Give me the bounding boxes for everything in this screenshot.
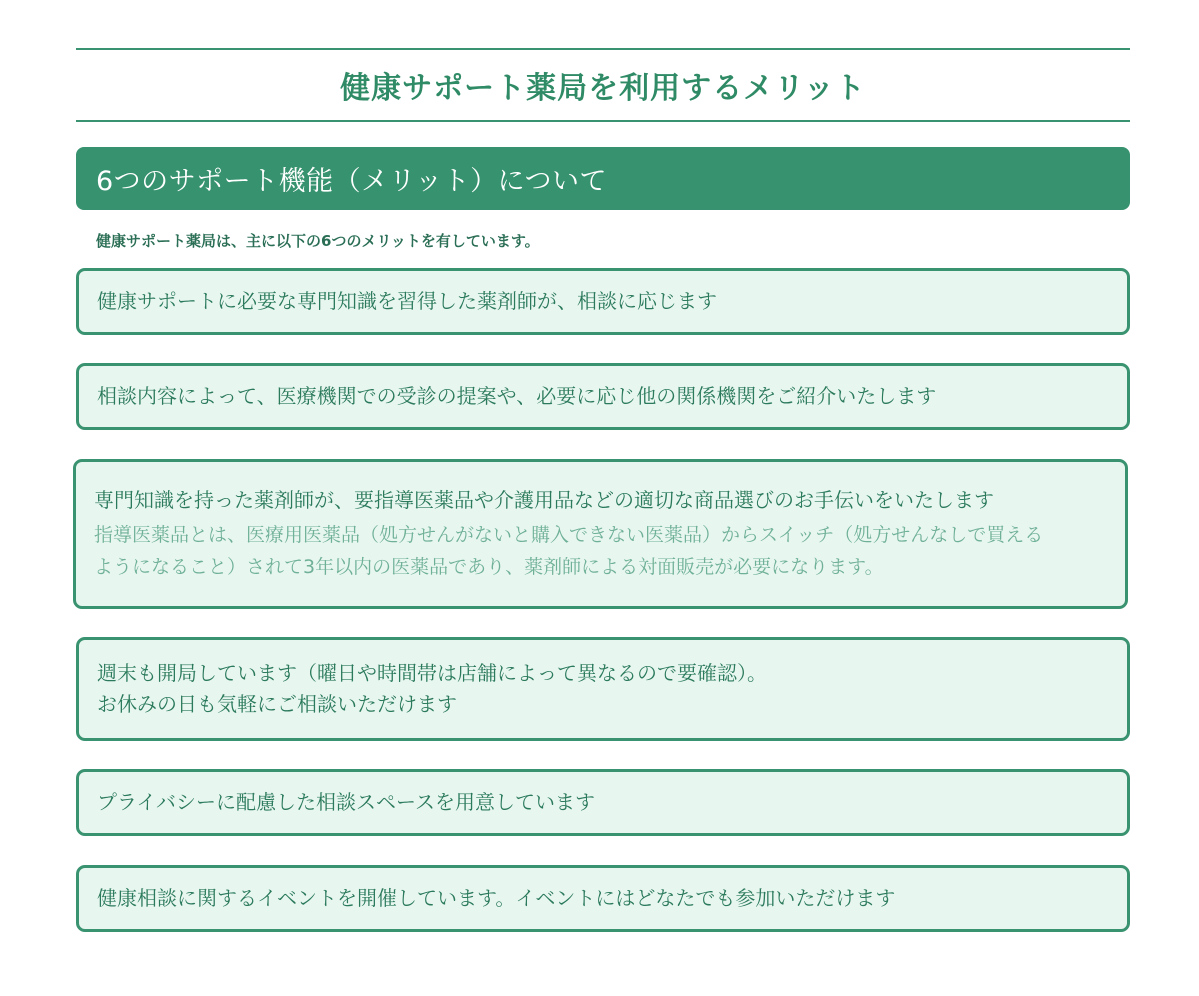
page-title-band	[76, 48, 1130, 122]
merit-card-4-line-2: お休みの日も気軽にご相談いただけます	[97, 692, 457, 716]
merit-card-3-note-line-2: ようになること）されて3年以内の医薬品であり、薬剤師による対面販売が必要になります。	[94, 555, 884, 578]
merit-card-5	[76, 769, 1130, 836]
merit-card-1	[76, 268, 1130, 335]
merit-card-1-text: 健康サポートに必要な専門知識を習得した薬剤師が、相談に応じます	[97, 289, 717, 313]
merit-card-3-note-line-1: 指導医薬品とは、医療用医薬品（処方せんがないと購入できない医薬品）からスイッチ（処方せんなしで買える	[94, 524, 1044, 547]
section-header	[76, 147, 1130, 210]
page-title: 健康サポート薬局を利用するメリット	[340, 71, 866, 106]
merit-card-6	[76, 865, 1130, 932]
merit-card-4-line-1: 週末も開局しています（曜日や時間帯は店舗によって異なるので要確認）。	[97, 661, 767, 685]
merit-card-5-text: プライバシーに配慮した相談スペースを用意しています	[97, 790, 595, 814]
merit-card-6-text: 健康相談に関するイベントを開催しています。イベントにはどなたでも参加いただけます	[97, 886, 896, 910]
merit-card-4	[76, 637, 1130, 741]
merit-card-3-text: 専門知識を持った薬剤師が、要指導医薬品や介護用品などの適切な商品選びのお手伝いをいたします	[94, 488, 994, 513]
intro-text: 健康サポート薬局は、主に以下の6つのメリットを有しています。	[96, 232, 540, 250]
merit-card-3	[73, 459, 1128, 609]
merit-card-2	[76, 363, 1130, 430]
merit-card-2-text: 相談内容によって、医療機関での受診の提案や、必要に応じ他の関係機関をご紹介いたします	[97, 384, 937, 408]
section-header-text: 6つのサポート機能（メリット）について	[96, 166, 608, 197]
